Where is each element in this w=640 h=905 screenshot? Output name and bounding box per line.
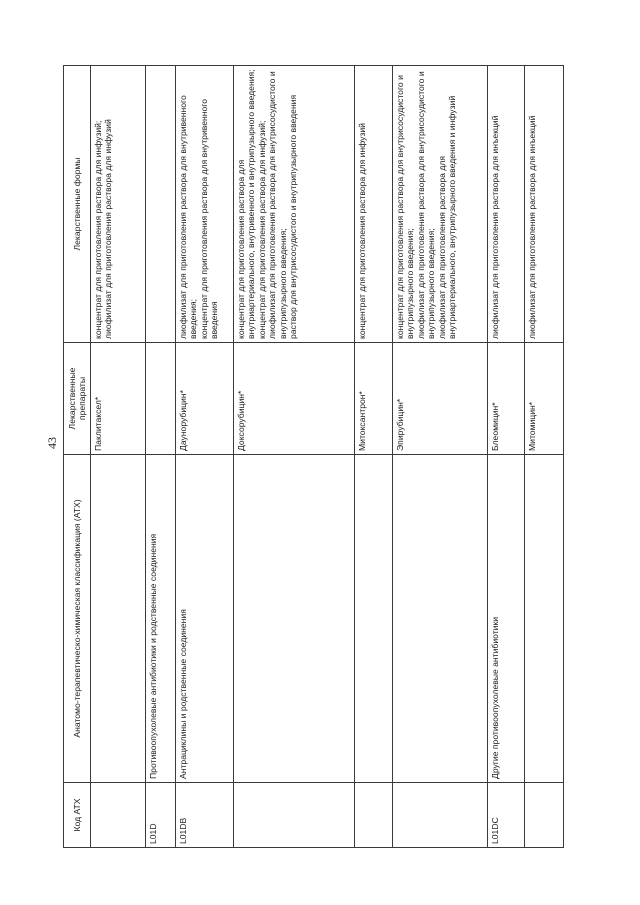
form-line: концентрат для приготовления раствора для инфузий; [256, 120, 267, 339]
cell-drug: Паклитаксел* [91, 343, 146, 455]
header-code: Код АТХ [64, 783, 91, 848]
cell-drug: Митомицин* [525, 343, 564, 455]
cell-classification: Противоопухолевые антибиотики и родственные соединения [146, 455, 176, 783]
cell-code: L01DC [488, 783, 525, 848]
page-number: 43 [45, 437, 59, 449]
table-row [91, 66, 146, 848]
form-line: лиофилизат для приготовления раствора для внутривенного введения; [178, 95, 199, 339]
cell-code [234, 783, 355, 848]
table-row [234, 66, 355, 848]
form-line: лиофилизат для приготовления раствора для внутрисосудистого и внутрипузырного введения; [415, 71, 437, 339]
cell-classification [355, 455, 393, 783]
cell-drug: Блеомицин* [488, 343, 525, 455]
cell-classification [91, 455, 146, 783]
form-line: лиофилизат для приготовления раствора для инъекций [527, 115, 537, 339]
cell-forms [488, 66, 525, 343]
cell-forms [355, 66, 393, 343]
form-line: лиофилизат для приготовления раствора для инфузий [103, 119, 114, 339]
cell-code [525, 783, 564, 848]
cell-drug: Доксорубицин* [234, 343, 355, 455]
form-line: концентрат для приготовления раствора для инфузий [357, 123, 367, 339]
cell-classification: Другие противоопухолевые антибиотики [488, 455, 525, 783]
table-row [393, 66, 488, 848]
cell-classification: Антрациклины и родственные соединения [176, 455, 234, 783]
form-line: концентрат для приготовления раствора для внутриартериального, внутривенного и внутрипузырного введения; [236, 69, 257, 339]
table-row [355, 66, 393, 848]
form-line: лиофилизат для приготовления раствора для инъекций [490, 115, 500, 339]
cell-code [393, 783, 488, 848]
form-line: концентрат для приготовления раствора для внутрисосудистого и внутрипузырного введения; [395, 75, 416, 339]
cell-code [91, 783, 146, 848]
cell-drug: Эпирубицин* [393, 343, 488, 455]
cell-classification [393, 455, 488, 783]
cell-forms [525, 66, 564, 343]
cell-forms [176, 66, 234, 343]
cell-drug: Даунорубицин* [176, 343, 234, 455]
header-drugs: Лекарственные препараты [64, 343, 91, 455]
table-row [525, 66, 564, 848]
cell-forms [146, 66, 176, 343]
form-line: концентрат для приготовления раствора для внутривенного введения [198, 99, 220, 339]
form-line: лиофилизат для приготовления раствора для внутриартериального, внутрипузырного введения и инфузий [436, 95, 458, 339]
cell-forms [234, 66, 355, 343]
table-row [488, 66, 525, 848]
cell-code: L01D [146, 783, 176, 848]
cell-classification [525, 455, 564, 783]
form-line: лиофилизат для приготовления раствора для внутрисосудистого и внутрипузырного введения; [267, 71, 288, 339]
rotated-document [63, 66, 575, 848]
header-forms: Лекарственные формы [64, 66, 91, 343]
form-line: раствор для внутрисосудистого и внутрипузырного введения [288, 94, 299, 339]
cell-drug [146, 343, 176, 455]
cell-forms [393, 66, 488, 343]
header-classification: Анатомо-терапевтическо-химическая классификация (АТХ) [64, 455, 91, 783]
table-row [176, 66, 234, 848]
table-header-row [64, 66, 91, 848]
cell-code [355, 783, 393, 848]
cell-drug: Митоксантрон* [355, 343, 393, 455]
form-line: концентрат для приготовления раствора для инфузий; [93, 120, 103, 339]
cell-code: L01DB [176, 783, 234, 848]
cell-forms [91, 66, 146, 343]
cell-classification [234, 455, 355, 783]
table-row [146, 66, 176, 848]
atc-table [63, 65, 564, 848]
